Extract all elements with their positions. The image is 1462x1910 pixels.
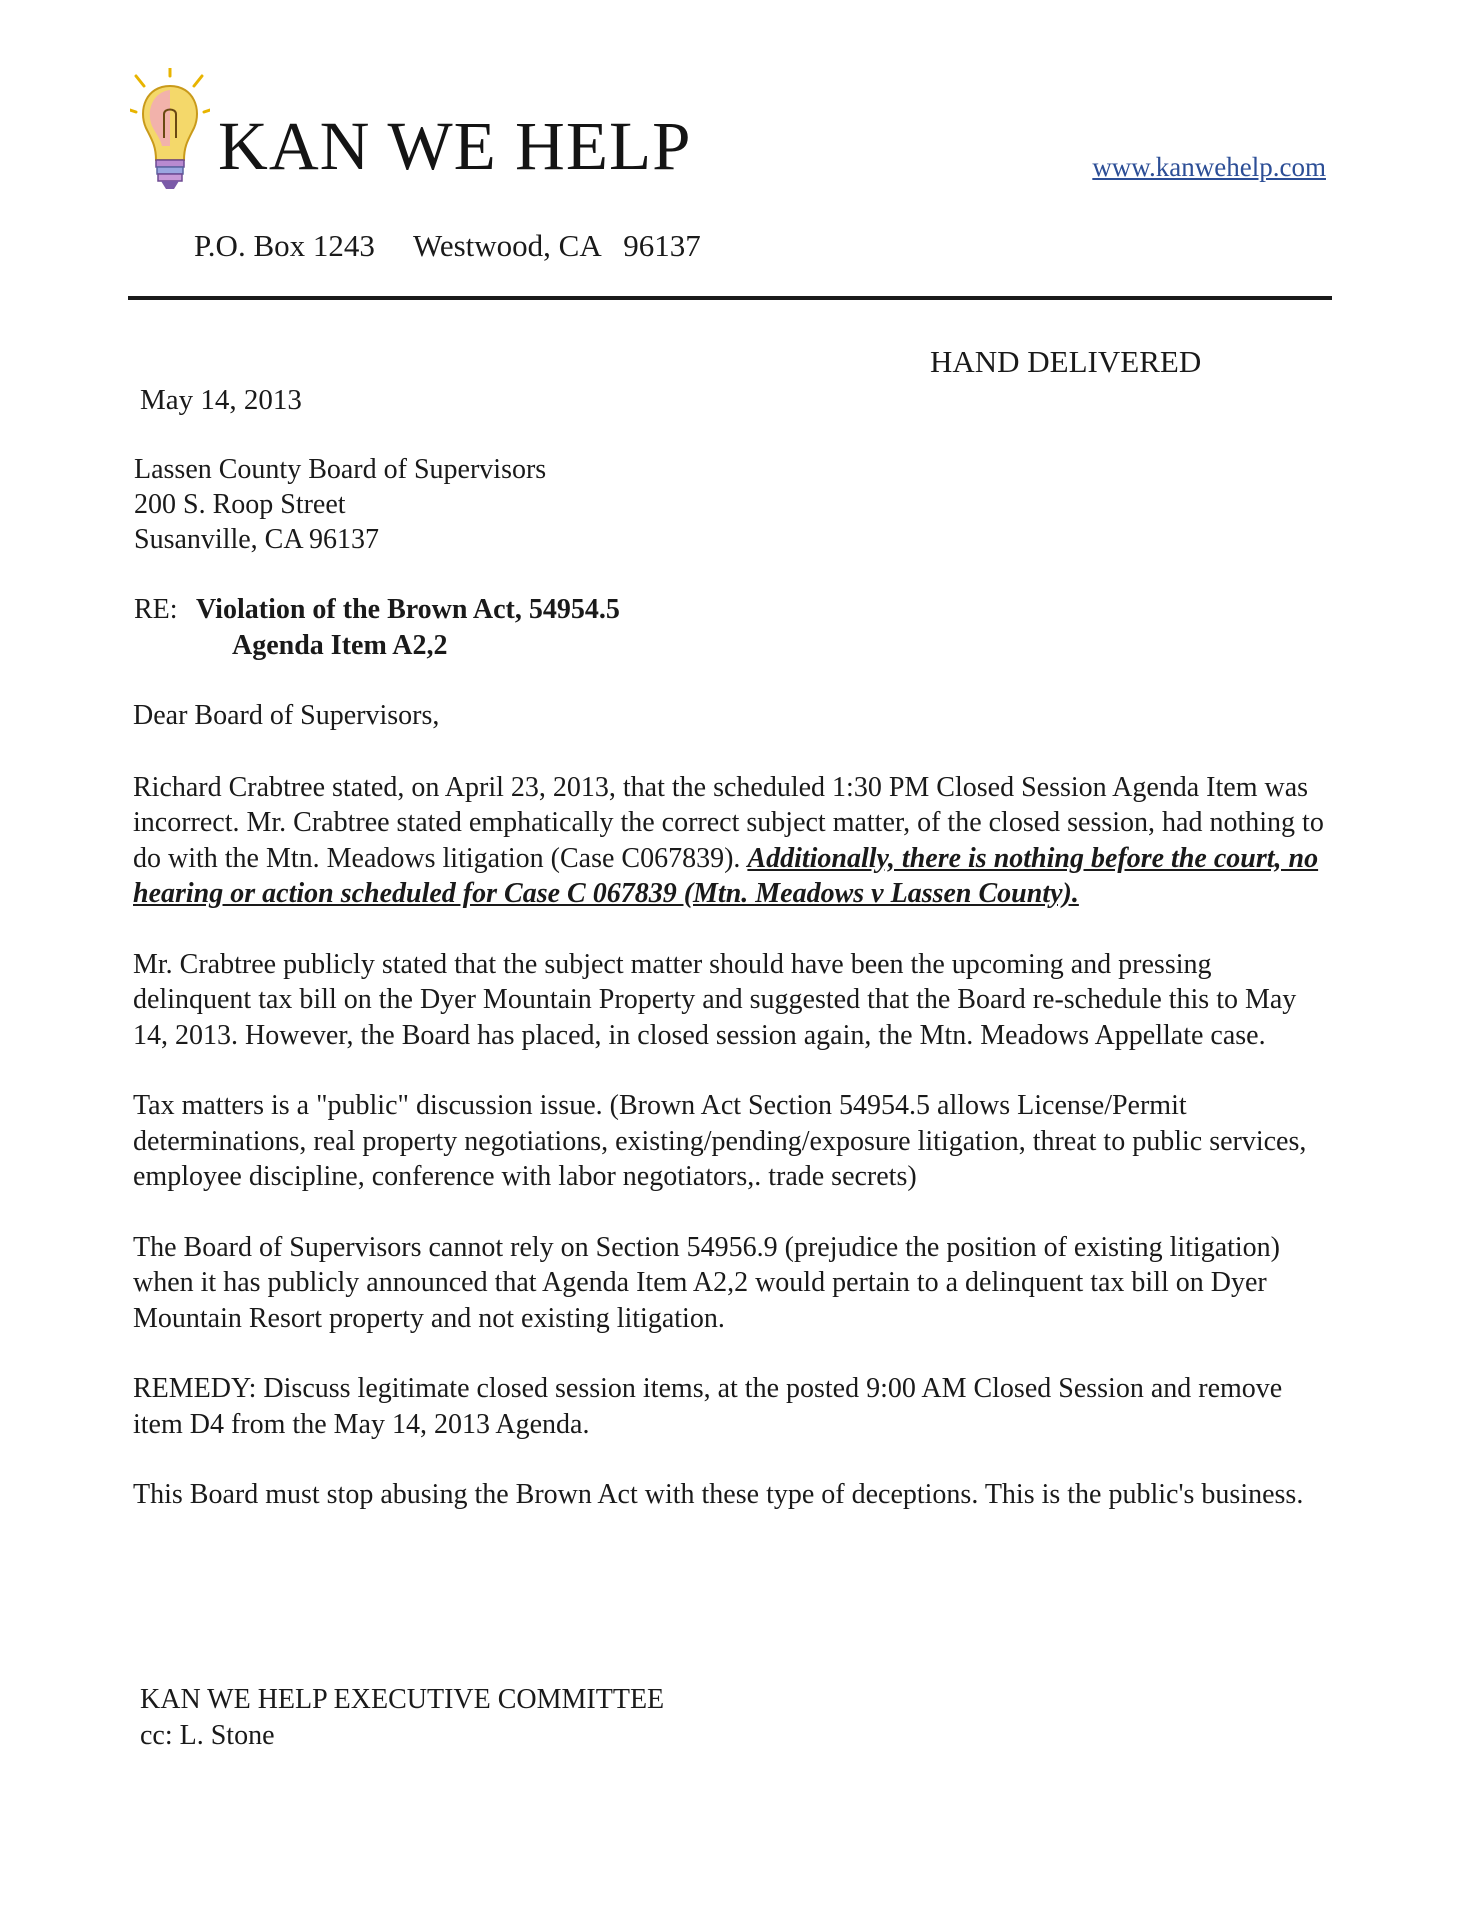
salutation: Dear Board of Supervisors, [133, 700, 440, 731]
org-address: P.O. Box 1243 Westwood, CA 96137 [194, 228, 701, 263]
body-paragraph: Tax matters is a "public" discussion issue. (Brown Act Section 54954.5 allows License/Permit determinations, real property negotiations, existing/pending/exposure litigation, threat to public services, employee discipline, conference with labor negotiators,. trade secrets) [133, 1090, 1307, 1192]
cc-line: cc: L. Stone [140, 1720, 275, 1751]
letter-date: May 14, 2013 [140, 384, 302, 416]
body-paragraph: The Board of Supervisors cannot rely on Section 54956.9 (prejudice the position of existing litigation) when it has publicly announced that Agenda Item A2,2 would pertain to a delinquent tax bill on Dyer Mountain Resort property and not existing litigation. [133, 1231, 1281, 1334]
delivery-note: HAND DELIVERED [930, 344, 1202, 379]
subject-label: RE: [134, 594, 178, 625]
letter-body [133, 698, 1333, 1548]
org-name: KAN WE HELP [218, 108, 692, 184]
letterhead-divider [128, 296, 1332, 300]
paragraph-text: Richard Crabtree stated, on April 23, 2013, that the scheduled 1:30 PM Closed Session Agenda Item was incorrect. Mr. Crabtree stated emphatically the correct subject matter, of the closed session, had nothing to do with the Mtn. Meadows litigation (Case C067839). [133, 771, 1324, 874]
signature: KAN WE HELP EXECUTIVE COMMITTEE [140, 1684, 665, 1715]
recipient-line: Lassen County Board of Supervisors [134, 454, 547, 485]
lightbulb-icon [130, 68, 210, 193]
recipient-line: 200 S. Roop Street [134, 489, 346, 520]
recipient-address [134, 452, 546, 557]
body-paragraph [133, 770, 1333, 912]
subject-block [134, 592, 620, 664]
emphasized-statement: Additionally, there is nothing before the court, no hearing or action scheduled for Case C 067839 (Mtn. Meadows v Lassen County). [133, 842, 1319, 909]
subject-line: Agenda Item A2,2 [232, 630, 448, 661]
body-paragraph: Mr. Crabtree publicly stated that the subject matter should have been the upcoming and pressing delinquent tax bill on the Dyer Mountain Property and suggested that the Board re-schedule this to May 14, 2013. However, the Board has placed, in closed session again, the Mtn. Meadows Appellate case. [133, 948, 1297, 1051]
signoff-block [140, 1682, 664, 1754]
body-paragraph: This Board must stop abusing the Brown Act with these type of deceptions. This is the public's business. [133, 1479, 1304, 1510]
recipient-line: Susanville, CA 96137 [134, 524, 380, 555]
subject-line: Violation of the Brown Act, 54954.5 [196, 594, 620, 625]
website-link[interactable]: www.kanwehelp.com [1092, 152, 1326, 182]
remedy-paragraph: REMEDY: Discuss legitimate closed session items, at the posted 9:00 AM Closed Session and remove item D4 from the May 14, 2013 Agenda. [133, 1373, 1283, 1440]
